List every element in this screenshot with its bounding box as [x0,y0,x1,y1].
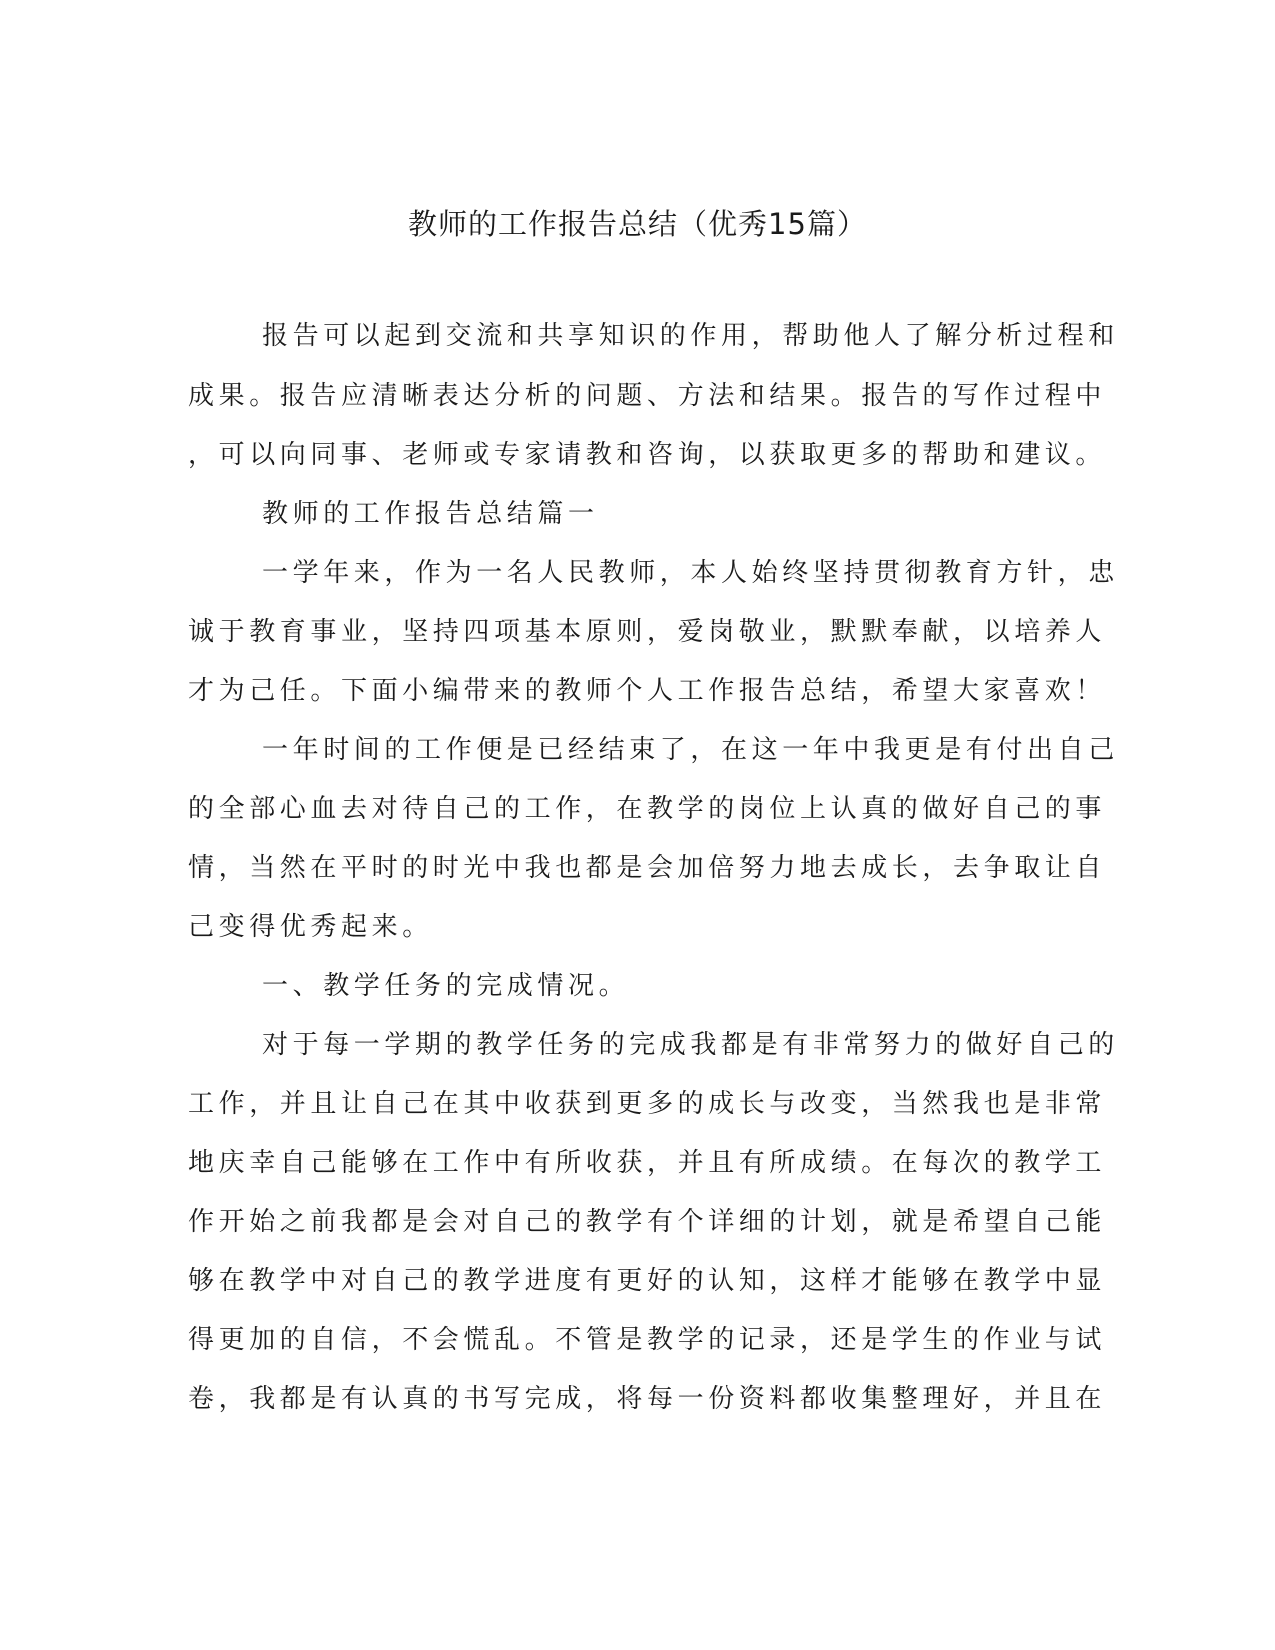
paragraph-line: 情，当然在平时的时光中我也都是会加倍努力地去成长，去争取让自 [188,853,1107,883]
paragraph-line: ，可以向同事、老师或专家请教和咨询，以获取更多的帮助和建议。 [188,440,1107,470]
paragraph-line: 工作，并且让自己在其中收获到更多的成长与改变，当然我也是非常 [188,1089,1107,1119]
paragraph-line: 对于每一学期的教学任务的完成我都是有非常努力的做好自己的 [262,1030,1119,1060]
paragraph-line: 己变得优秀起来。 [188,912,433,942]
paragraph-line: 一年时间的工作便是已经结束了，在这一年中我更是有付出自己 [262,735,1119,765]
paragraph-line: 的全部心血去对待自己的工作，在教学的岗位上认真的做好自己的事 [188,794,1107,824]
subsection-heading: 一、教学任务的完成情况。 [262,971,630,1001]
paragraph-line: 成果。报告应清晰表达分析的问题、方法和结果。报告的写作过程中 [188,381,1107,411]
paragraph-line: 够在教学中对自己的教学进度有更好的认知，这样才能够在教学中显 [188,1266,1107,1296]
paragraph-line: 得更加的自信，不会慌乱。不管是教学的记录，还是学生的作业与试 [188,1325,1107,1355]
paragraph-line: 才为己任。下面小编带来的教师个人工作报告总结，希望大家喜欢！ [188,676,1107,706]
document-title: 教师的工作报告总结（优秀15篇） [408,207,867,241]
paragraph-line: 诚于教育事业，坚持四项基本原则，爱岗敬业，默默奉献，以培养人 [188,617,1107,647]
paragraph-line: 一学年来，作为一名人民教师，本人始终坚持贯彻教育方针，忠 [262,558,1119,588]
paragraph-line: 卷，我都是有认真的书写完成，将每一份资料都收集整理好，并且在 [188,1384,1107,1414]
section-heading: 教师的工作报告总结篇一 [262,499,599,529]
paragraph-line: 报告可以起到交流和共享知识的作用，帮助他人了解分析过程和 [262,321,1119,351]
paragraph-line: 地庆幸自己能够在工作中有所收获，并且有所成绩。在每次的教学工 [188,1148,1107,1178]
paragraph-line: 作开始之前我都是会对自己的教学有个详细的计划，就是希望自己能 [188,1207,1107,1237]
